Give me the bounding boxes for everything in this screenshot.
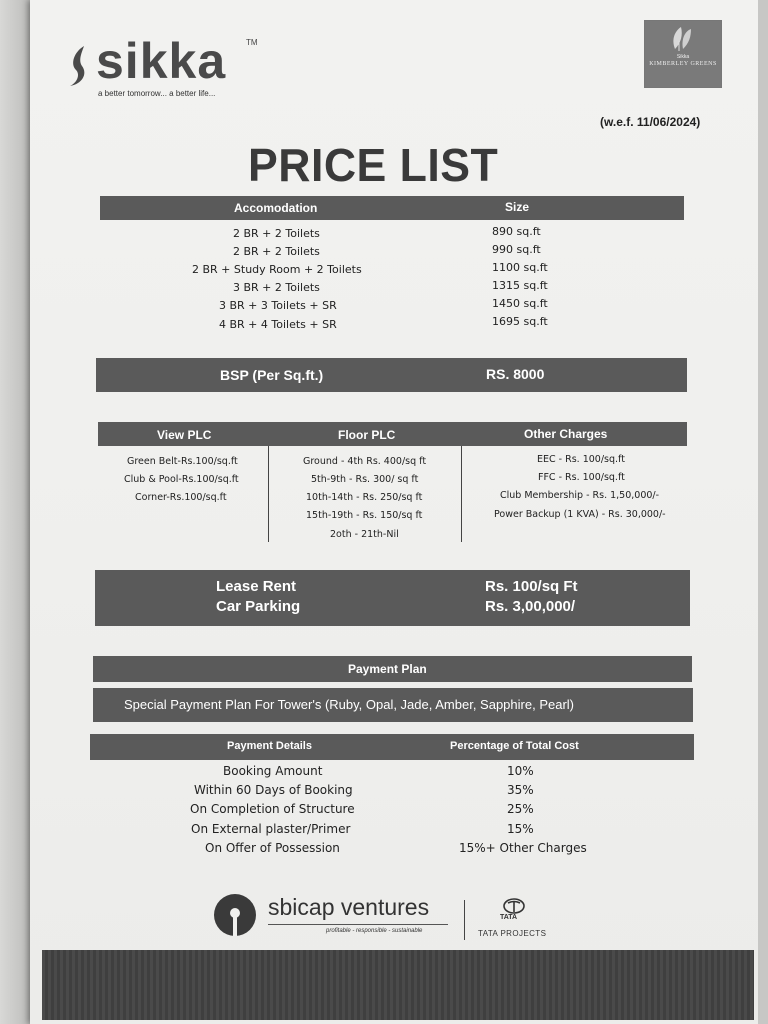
tata-logo-icon — [503, 898, 525, 914]
floor-plc-item: Ground - 4th Rs. 400/sq ft — [303, 456, 427, 467]
page-edge-left — [0, 0, 30, 1024]
page-title: PRICE LIST — [248, 139, 499, 191]
accommodation-type: 2 BR + 2 Toilets — [233, 227, 320, 240]
other-charges-header: Other Charges — [524, 427, 608, 441]
view-plc-item: Corner-Rs.100/sq.ft — [135, 492, 227, 503]
other-charge-item: EEC - Rs. 100/sq.ft — [537, 454, 625, 465]
tata-wordmark: TATA — [500, 914, 518, 921]
floor-plc-item: 5th-9th - Rs. 300/ sq ft — [311, 474, 419, 485]
payment-plan-bar — [93, 656, 692, 682]
accommodation-size: 1100 sq.ft — [492, 261, 548, 274]
accommodation-type: 2 BR + Study Room + 2 Toilets — [192, 263, 362, 276]
size-col-header: Size — [505, 200, 530, 214]
payment-percentage: 25% — [507, 802, 534, 816]
column-divider — [461, 446, 462, 542]
accommodation-type: 4 BR + 4 Toilets + SR — [219, 318, 337, 331]
floor-plc-item: 15th-19th - Rs. 150/sq ft — [306, 510, 423, 521]
payment-percentage: 15% — [507, 822, 534, 836]
other-charge-item: Power Backup (1 KVA) - Rs. 30,000/- — [494, 509, 666, 520]
payment-stage: On External plaster/Primer — [191, 822, 351, 836]
payment-stage: On Offer of Possession — [205, 841, 340, 855]
sbicap-tagline: profitable - responsible - sustainable — [326, 928, 423, 934]
percentage-col-header: Percentage of Total Cost — [450, 740, 579, 752]
trademark: TM — [246, 38, 258, 47]
payment-plan-title: Payment Plan — [348, 662, 427, 676]
bsp-value: RS. 8000 — [486, 366, 545, 382]
emblem-brand: Sikka — [676, 54, 690, 60]
accommodation-col-header: Accomodation — [234, 201, 318, 215]
accommodation-type: 2 BR + 2 Toilets — [233, 245, 320, 258]
accommodation-size: 990 sq.ft — [492, 243, 541, 256]
car-parking-value: Rs. 3,00,000/ — [485, 598, 576, 615]
payment-stage: Booking Amount — [223, 764, 323, 778]
lease-rent-value: Rs. 100/sq Ft — [485, 578, 578, 595]
plc-header — [98, 422, 687, 446]
tata-projects-label: TATA PROJECTS — [478, 929, 547, 938]
leaves-icon — [645, 21, 721, 55]
car-parking-label: Car Parking — [216, 598, 301, 615]
payment-percentage: 15%+ Other Charges — [459, 841, 587, 855]
other-charge-item: FFC - Rs. 100/sq.ft — [538, 472, 625, 483]
lease-parking-bar — [95, 570, 690, 626]
footer-band — [42, 950, 754, 1020]
accommodation-size: 890 sq.ft — [492, 225, 541, 238]
payment-details-col-header: Payment Details — [227, 740, 312, 752]
view-plc-item: Green Belt-Rs.100/sq.ft — [127, 456, 238, 467]
emblem-name: KIMBERLEY GREENS — [649, 61, 717, 67]
sbicap-wordmark: sbicap ventures — [268, 894, 430, 920]
accommodation-size: 1315 sq.ft — [492, 279, 548, 292]
accommodation-type: 3 BR + 3 Toilets + SR — [219, 299, 337, 312]
special-plan-bar — [93, 688, 693, 722]
column-divider — [268, 446, 269, 542]
lease-rent-label: Lease Rent — [216, 578, 297, 595]
bsp-label: BSP (Per Sq.ft.) — [220, 367, 324, 383]
payment-percentage: 35% — [507, 783, 534, 797]
floor-plc-item: 10th-14th - Rs. 250/sq ft — [306, 492, 423, 503]
payment-percentage: 10% — [507, 764, 534, 778]
view-plc-item: Club & Pool-Rs.100/sq.ft — [124, 474, 239, 485]
project-emblem — [644, 20, 722, 88]
sbicap-underline — [268, 924, 448, 925]
accommodation-size: 1695 sq.ft — [492, 315, 548, 328]
other-charge-item: Club Membership - Rs. 1,50,000/- — [500, 490, 660, 501]
accommodation-header — [100, 196, 684, 220]
bsp-bar — [96, 358, 687, 392]
payment-stage: On Completion of Structure — [190, 802, 355, 816]
payment-stage: Within 60 Days of Booking — [194, 783, 353, 797]
tagline: a better tomorrow... a better life... — [98, 89, 216, 98]
effective-date: (w.e.f. 11/06/2024) — [600, 115, 701, 129]
sbi-logo-icon — [212, 892, 258, 938]
floor-plc-item: 2oth - 21th-Nil — [330, 529, 399, 540]
special-plan-text: Special Payment Plan For Tower's (Ruby, Opal, Jade, Amber, Sapphire, Pearl) — [124, 697, 574, 712]
floor-plc-header: Floor PLC — [338, 428, 396, 442]
accommodation-size: 1450 sq.ft — [492, 297, 548, 310]
logo-wordmark: sikka — [96, 33, 227, 89]
view-plc-header: View PLC — [157, 428, 212, 442]
accommodation-type: 3 BR + 2 Toilets — [233, 281, 320, 294]
sikka-leaf-icon — [66, 44, 96, 88]
payment-details-header — [90, 734, 694, 760]
footer-divider — [464, 900, 465, 940]
page-edge-right — [758, 0, 768, 1024]
